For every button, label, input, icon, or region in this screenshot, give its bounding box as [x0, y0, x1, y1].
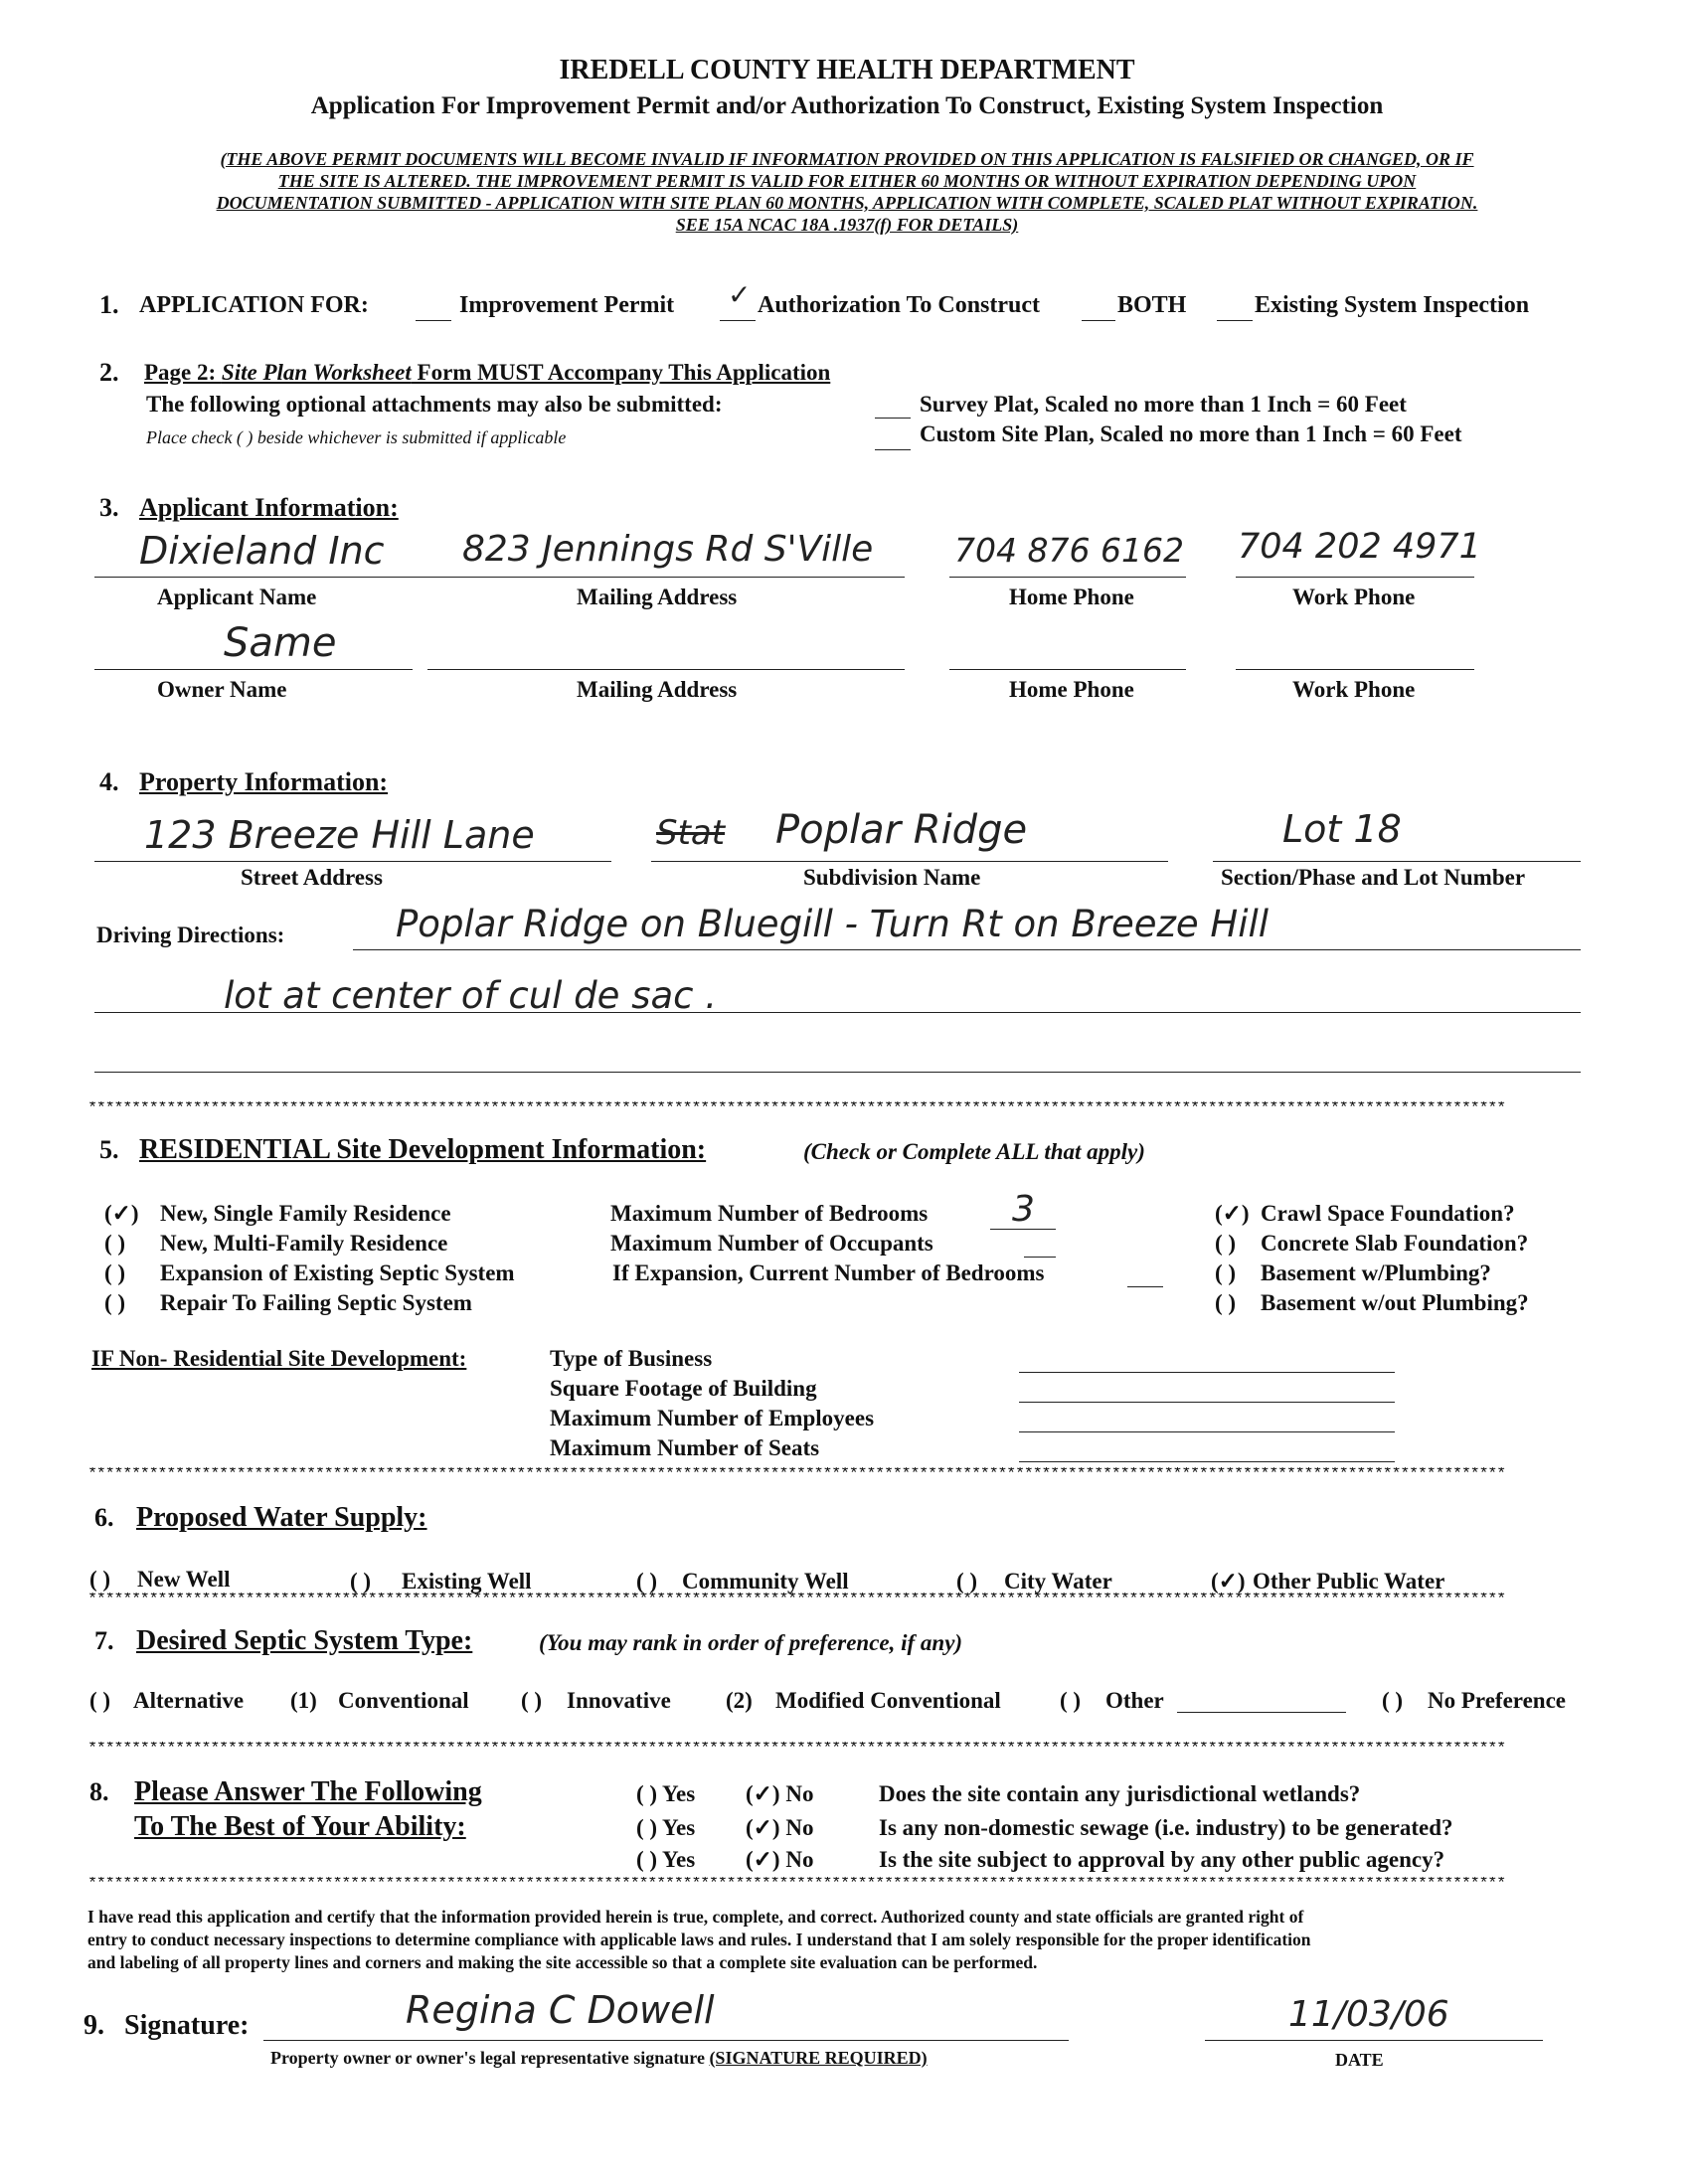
q2-yes[interactable]: ( ) Yes: [636, 1815, 696, 1840]
disclaimer-line-2: THE SITE IS ALTERED. THE IMPROVEMENT PERMIT IS VALID FOR EITHER 60 MONTHS OR WITHOUT EXPIRATION DEPENDING UPON: [277, 171, 1417, 191]
home-phone-line-1: [949, 577, 1186, 578]
subdivision-name-label: Subdivision Name: [803, 865, 981, 890]
home-phone-line-2: [949, 669, 1186, 670]
subdivision-name-value[interactable]: Poplar Ridge: [775, 807, 1028, 853]
directions-line-1: [353, 949, 1581, 950]
new-single-family-checkbox[interactable]: (✓) New, Single Family Residence: [104, 1201, 451, 1226]
innovative-checkbox[interactable]: ( ) Innovative: [521, 1688, 671, 1713]
signature-value[interactable]: Regina C Dowell: [406, 1988, 715, 2032]
signature-caption: Property owner or owner's legal representative signature (SIGNATURE REQUIRED): [270, 2048, 928, 2068]
separator-3: ******************************************************************************************************************************************************************: [87, 1593, 1505, 1608]
page-title: IREDELL COUNTY HEALTH DEPARTMENT: [559, 55, 1135, 85]
street-address-value[interactable]: 123 Breeze Hill Lane: [144, 813, 535, 857]
crawl-space-checkbox[interactable]: (✓) Crawl Space Foundation?: [1215, 1201, 1515, 1226]
applicant-information-heading: Applicant Information:: [139, 493, 399, 522]
applicant-name-value[interactable]: Dixieland Inc: [139, 529, 385, 573]
q3-yes[interactable]: ( ) Yes: [636, 1847, 696, 1872]
work-phone-line-1: [1236, 577, 1474, 578]
section-8-number: 8.: [89, 1777, 109, 1806]
section-5-number: 5.: [99, 1135, 119, 1164]
applicant-home-phone-value[interactable]: 704 876 6162: [954, 531, 1184, 570]
no-preference-checkbox[interactable]: ( ) No Preference: [1382, 1688, 1566, 1713]
section-9-number: 9.: [84, 2010, 104, 2041]
signature-line: [263, 2040, 1069, 2041]
disclaimer-line-1: (THE ABOVE PERMIT DOCUMENTS WILL BECOME INVALID IF INFORMATION PROVIDED ON THIS APPLICATION IS FALSIFIED OR CHANGED, OR IF: [220, 149, 1474, 169]
opt-authorization-to-construct: Authorization To Construct: [758, 292, 1041, 318]
current-bedrooms-line: [1127, 1286, 1163, 1287]
optional-attachments-text: The following optional attachments may also be submitted:: [146, 392, 723, 417]
applicant-work-phone-value[interactable]: 704 202 4971: [1238, 527, 1481, 567]
city-water-checkbox[interactable]: ( ) City Water: [956, 1569, 1112, 1594]
opt-both: BOTH: [1117, 292, 1187, 318]
date-value[interactable]: 11/03/06: [1288, 1994, 1449, 2035]
street-address-line: [94, 861, 611, 862]
directions-line-2: [94, 1012, 1581, 1013]
signature-label: Signature:: [124, 2010, 250, 2041]
street-address-label: Street Address: [241, 865, 383, 890]
owner-work-phone-label: Work Phone: [1292, 677, 1416, 702]
max-bedrooms-label: Maximum Number of Bedrooms: [610, 1201, 929, 1226]
basement-no-plumbing-checkbox[interactable]: ( ) Basement w/out Plumbing?: [1215, 1290, 1529, 1315]
existing-inspection-blank[interactable]: [1217, 320, 1253, 321]
section-phase-lot-label: Section/Phase and Lot Number: [1221, 865, 1526, 890]
q3-text: Is the site subject to approval by any other public agency?: [879, 1847, 1445, 1872]
owner-name-line: [94, 669, 413, 670]
section-4-number: 4.: [99, 767, 119, 796]
work-phone-label: Work Phone: [1292, 585, 1416, 609]
concrete-slab-checkbox[interactable]: ( ) Concrete Slab Foundation?: [1215, 1231, 1529, 1256]
owner-name-label: Owner Name: [157, 677, 287, 702]
max-bedrooms-line: [990, 1229, 1056, 1230]
square-footage-label: Square Footage of Building: [550, 1376, 817, 1401]
applicant-line-1: [94, 577, 905, 578]
other-septic-line[interactable]: [1177, 1712, 1346, 1713]
separator-2: ******************************************************************************************************************************************************************: [87, 1467, 1505, 1483]
community-well-checkbox[interactable]: ( ) Community Well: [636, 1569, 849, 1594]
mailing-address-label: Mailing Address: [577, 585, 738, 609]
struck-out-text: Stat: [656, 813, 726, 853]
directions-line-3: [94, 1072, 1581, 1073]
alternative-checkbox[interactable]: ( ) Alternative: [89, 1688, 245, 1713]
section-6-number: 6.: [94, 1503, 114, 1532]
disclaimer-line-4: SEE 15A NCAC 18A .1937(f) FOR DETAILS): [675, 215, 1019, 235]
new-multi-family-checkbox[interactable]: ( ) New, Multi-Family Residence: [104, 1231, 448, 1256]
basement-plumbing-checkbox[interactable]: ( ) Basement w/Plumbing?: [1215, 1260, 1491, 1285]
type-of-business-line[interactable]: [1019, 1372, 1395, 1373]
modified-conventional-checkbox[interactable]: (2) Modified Conventional: [726, 1688, 1001, 1713]
q2-text: Is any non-domestic sewage (i.e. industry) to be generated?: [879, 1815, 1453, 1840]
atc-check-mark: ✓: [728, 278, 752, 311]
atc-blank[interactable]: [720, 320, 756, 321]
separator-4: ******************************************************************************************************************************************************************: [87, 1742, 1505, 1758]
certification-line-3: and labeling of all property lines and corners and making the site accessible so that a complete site evaluation can be performed.: [87, 1952, 1038, 1972]
driving-directions-value-line-2[interactable]: lot at center of cul de sac .: [224, 974, 718, 1017]
date-line: [1205, 2040, 1543, 2041]
home-phone-label: Home Phone: [1009, 585, 1134, 609]
certification-line-1: I have read this application and certify that the information provided herein is true, complete, and correct. Authorized county and state officials are granted right of: [87, 1907, 1304, 1927]
certification-line-2: entry to conduct necessary inspections to determine compliance with applicable laws and rules. I understand that I am solely responsible for the proper identification: [87, 1930, 1311, 1949]
section-1-number: 1.: [99, 290, 119, 319]
q1-no[interactable]: (✓) No: [746, 1781, 814, 1806]
improvement-permit-blank[interactable]: [416, 320, 451, 321]
q2-no[interactable]: (✓) No: [746, 1815, 814, 1840]
disclaimer-line-3: DOCUMENTATION SUBMITTED - APPLICATION WITH SITE PLAN 60 MONTHS, APPLICATION WITH COMPLETE, SCALED PLAT WITHOUT EXPIRATION.: [216, 193, 1478, 213]
repair-septic-checkbox[interactable]: ( ) Repair To Failing Septic System: [104, 1290, 472, 1315]
work-phone-line-2: [1236, 669, 1474, 670]
opt-improvement-permit: Improvement Permit: [459, 292, 675, 318]
section-3-number: 3.: [99, 493, 119, 522]
questions-heading-line-2: To The Best of Your Ability:: [134, 1811, 466, 1842]
separator-1: ******************************************************************************************************************************************************************: [87, 1101, 1505, 1117]
other-septic-checkbox[interactable]: ( ) Other: [1060, 1688, 1164, 1713]
survey-plat-blank[interactable]: [875, 418, 911, 419]
owner-home-phone-label: Home Phone: [1009, 677, 1134, 702]
owner-mailing-line: [427, 669, 905, 670]
new-well-checkbox[interactable]: ( ) New Well: [89, 1567, 231, 1592]
current-bedrooms-label: If Expansion, Current Number of Bedrooms: [612, 1260, 1045, 1285]
opt-existing-system-inspection: Existing System Inspection: [1255, 292, 1530, 318]
application-for-label: APPLICATION FOR:: [139, 292, 369, 318]
existing-well-checkbox[interactable]: ( ) Existing Well: [350, 1569, 532, 1594]
owner-mailing-address-label: Mailing Address: [577, 677, 738, 702]
residential-heading-note: (Check or Complete ALL that apply): [803, 1139, 1145, 1164]
site-plan-worksheet-note: Page 2: Site Plan Worksheet Form MUST Accompany This Application: [144, 360, 831, 385]
opt-custom-site-plan: Custom Site Plan, Scaled no more than 1 Inch = 60 Feet: [920, 421, 1462, 446]
max-occupants-label: Maximum Number of Occupants: [610, 1231, 933, 1256]
separator-5: ******************************************************************************************************************************************************************: [87, 1877, 1505, 1893]
max-bedrooms-value[interactable]: 3: [1012, 1189, 1035, 1230]
lot-line: [1213, 861, 1581, 862]
date-label: DATE: [1335, 2050, 1384, 2070]
septic-type-heading: Desired Septic System Type:: [136, 1625, 473, 1656]
questions-heading-line-1: Please Answer The Following: [134, 1776, 482, 1807]
conventional-checkbox[interactable]: (1) Conventional: [290, 1688, 469, 1713]
square-footage-line[interactable]: [1019, 1402, 1395, 1403]
driving-directions-value-line-1[interactable]: Poplar Ridge on Bluegill - Turn Rt on Breeze Hill: [396, 903, 1270, 945]
max-seats-line[interactable]: [1019, 1461, 1395, 1462]
both-blank[interactable]: [1082, 320, 1115, 321]
max-employees-label: Maximum Number of Employees: [550, 1406, 875, 1430]
owner-name-value[interactable]: Same: [224, 620, 337, 666]
q1-yes[interactable]: ( ) Yes: [636, 1781, 696, 1806]
q3-no[interactable]: (✓) No: [746, 1847, 814, 1872]
applicant-name-label: Applicant Name: [157, 585, 317, 609]
property-information-heading: Property Information:: [139, 767, 389, 796]
type-of-business-label: Type of Business: [550, 1346, 713, 1371]
residential-heading: RESIDENTIAL Site Development Information:: [139, 1134, 707, 1165]
driving-directions-label: Driving Directions:: [96, 923, 285, 947]
q1-text: Does the site contain any jurisdictional wetlands?: [879, 1781, 1361, 1806]
custom-site-plan-blank[interactable]: [875, 449, 911, 450]
section-2-number: 2.: [99, 358, 119, 387]
other-public-water-checkbox[interactable]: (✓) Other Public Water: [1211, 1569, 1445, 1594]
page-subtitle: Application For Improvement Permit and/or Authorization To Construct, Existing System Inspection: [310, 92, 1384, 119]
section-7-number: 7.: [94, 1626, 114, 1655]
water-supply-heading: Proposed Water Supply:: [136, 1502, 427, 1533]
max-seats-label: Maximum Number of Seats: [550, 1435, 820, 1460]
place-check-note: Place check ( ) beside whichever is submitted if applicable: [146, 427, 567, 447]
max-employees-line[interactable]: [1019, 1431, 1395, 1432]
opt-survey-plat: Survey Plat, Scaled no more than 1 Inch = 60 Feet: [920, 392, 1407, 417]
expansion-septic-checkbox[interactable]: ( ) Expansion of Existing Septic System: [104, 1260, 515, 1285]
lot-number-value[interactable]: Lot 18: [1282, 807, 1402, 851]
subdivision-line: [651, 861, 1168, 862]
max-occupants-line: [1024, 1257, 1056, 1258]
non-residential-label: IF Non- Residential Site Development:: [91, 1346, 467, 1371]
applicant-mailing-address-value[interactable]: 823 Jennings Rd S'Ville: [462, 529, 874, 570]
septic-type-note: (You may rank in order of preference, if any): [539, 1630, 963, 1655]
